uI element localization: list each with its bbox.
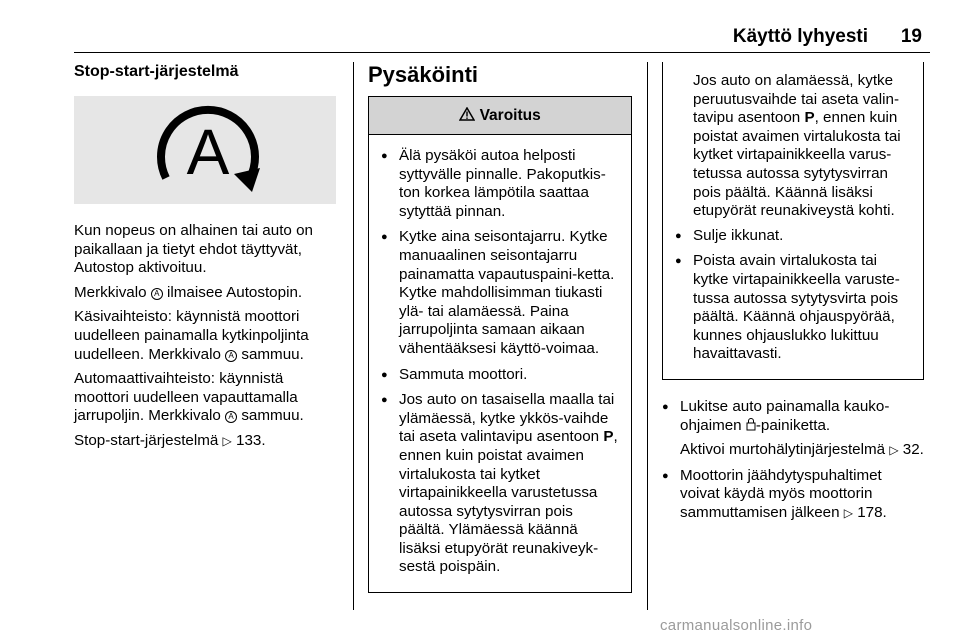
warning-item: ● Sammuta moottori.	[381, 366, 619, 385]
warning-title: Varoitus	[479, 107, 541, 124]
autostop-symbol-icon	[74, 96, 336, 204]
column-parking	[368, 62, 632, 593]
warning-item: ● Sulje ikkunat.	[675, 227, 911, 246]
column-parking-continued	[662, 62, 924, 529]
section-title-parking: Pysäköinti	[368, 62, 479, 87]
column-stop-start	[74, 62, 336, 457]
paragraph-automatic: Automaattivaihteisto: käynnistä moottori uudelleen vapauttamalla jarrupoljin. Merkkivalo A sammuu.	[74, 370, 304, 425]
header-rule	[74, 52, 930, 53]
autostop-letter: A	[186, 116, 230, 188]
autostop-figure	[74, 96, 336, 204]
warning-continuation: Jos auto on alamäessä, kytke peruutusvaihde tai aseta valin-tavipu asentoon P, ennen kuin poistat avaimen virtalukosta tai kytket virtapainikkeella varus-tetussa autossa sytytysvirran pois päältä. Käännä lisäksi etupyörät reunakiveystä kohti.	[693, 72, 901, 220]
warning-box	[368, 96, 632, 593]
watermark: carmanualsonline.info	[660, 617, 813, 634]
page-reference-arrow-icon: ▷	[843, 505, 853, 520]
warning-box-continued	[662, 62, 924, 380]
warning-item: ● Kytke aina seisontajarru. Kytke manuaalinen seisontajarru painamatta vapautuspaini-ketta. Kytke mahdollisimman tiukasti ylä- tai alamäessä. Paina jarrupoljinta samaan aikaan vähentääksesi käyttö-voimaa.	[381, 228, 619, 358]
warning-header	[369, 97, 631, 135]
page-reference-arrow-icon: ▷	[222, 433, 232, 448]
paragraph-indicator: Merkkivalo A ilmaisee Autostopin.	[74, 283, 303, 301]
page-number: 19	[900, 26, 922, 47]
warning-item: ● Älä pysäköi autoa helposti syttyvälle pinnalle. Pakoputkis-ton korkea lämpötila saattaa sytyttää pinnan.	[381, 147, 619, 221]
list-item-lock: ● Lukitse auto painamalla kauko-ohjaimen -painiketta. Aktivoi murtohälytinjärjestelmä ▷ 32.	[662, 398, 924, 460]
list-item-cooling-fan: ● Moottorin jäähdytyspuhaltimet voivat käydä myös moottorin sammuttamisen jälkeen ▷ 178.	[662, 467, 924, 523]
alarm-note: Aktivoi murtohälytinjärjestelmä ▷ 32.	[680, 441, 924, 459]
column-divider-2	[647, 62, 648, 610]
header-title: Käyttö lyhyesti	[732, 26, 868, 47]
page-header	[0, 28, 960, 58]
section-title-stop-start: Stop-start-järjestelmä	[74, 63, 239, 80]
page-reference-arrow-icon: ▷	[889, 443, 899, 458]
autostop-indicator-icon: A	[225, 350, 237, 362]
column-divider-1	[353, 62, 354, 610]
paragraph-reference: Stop-start-järjestelmä ▷ 133.	[74, 431, 266, 449]
warning-triangle-icon	[459, 107, 475, 121]
warning-item: ● Jos auto on tasaisella maalla tai ylämäessä, kytke ykkös-vaihde tai aseta valintavipu asentoon P, ennen kuin poistat avaimen virtalukosta tai kytket virtapainikkeella varustetussa autossa sytytysvirran pois päältä. Ylämäessä käännä lisäksi etupyörät reunakiveyk-sestä poispäin.	[381, 391, 619, 577]
paragraph-autostop: Kun nopeus on alhainen tai auto on paikallaan ja tietyt ehdot täyttyvät, Autostop aktivoituu.	[74, 222, 313, 277]
autostop-indicator-icon: A	[151, 288, 163, 300]
autostop-indicator-icon: A	[225, 411, 237, 423]
paragraph-manual: Käsivaihteisto: käynnistä moottori uudelleen painamalla kytkinpoljinta uudelleen. Merkkivalo A sammuu.	[74, 308, 309, 363]
warning-item: ● Poista avain virtalukosta tai kytke virtapainikkeella varuste-tussa autossa sytytysvirta pois päältä. Käännä ohjauspyörää, kunnes ohjauslukko lukittuu havaittavasti.	[675, 252, 911, 364]
lock-icon	[746, 418, 756, 431]
